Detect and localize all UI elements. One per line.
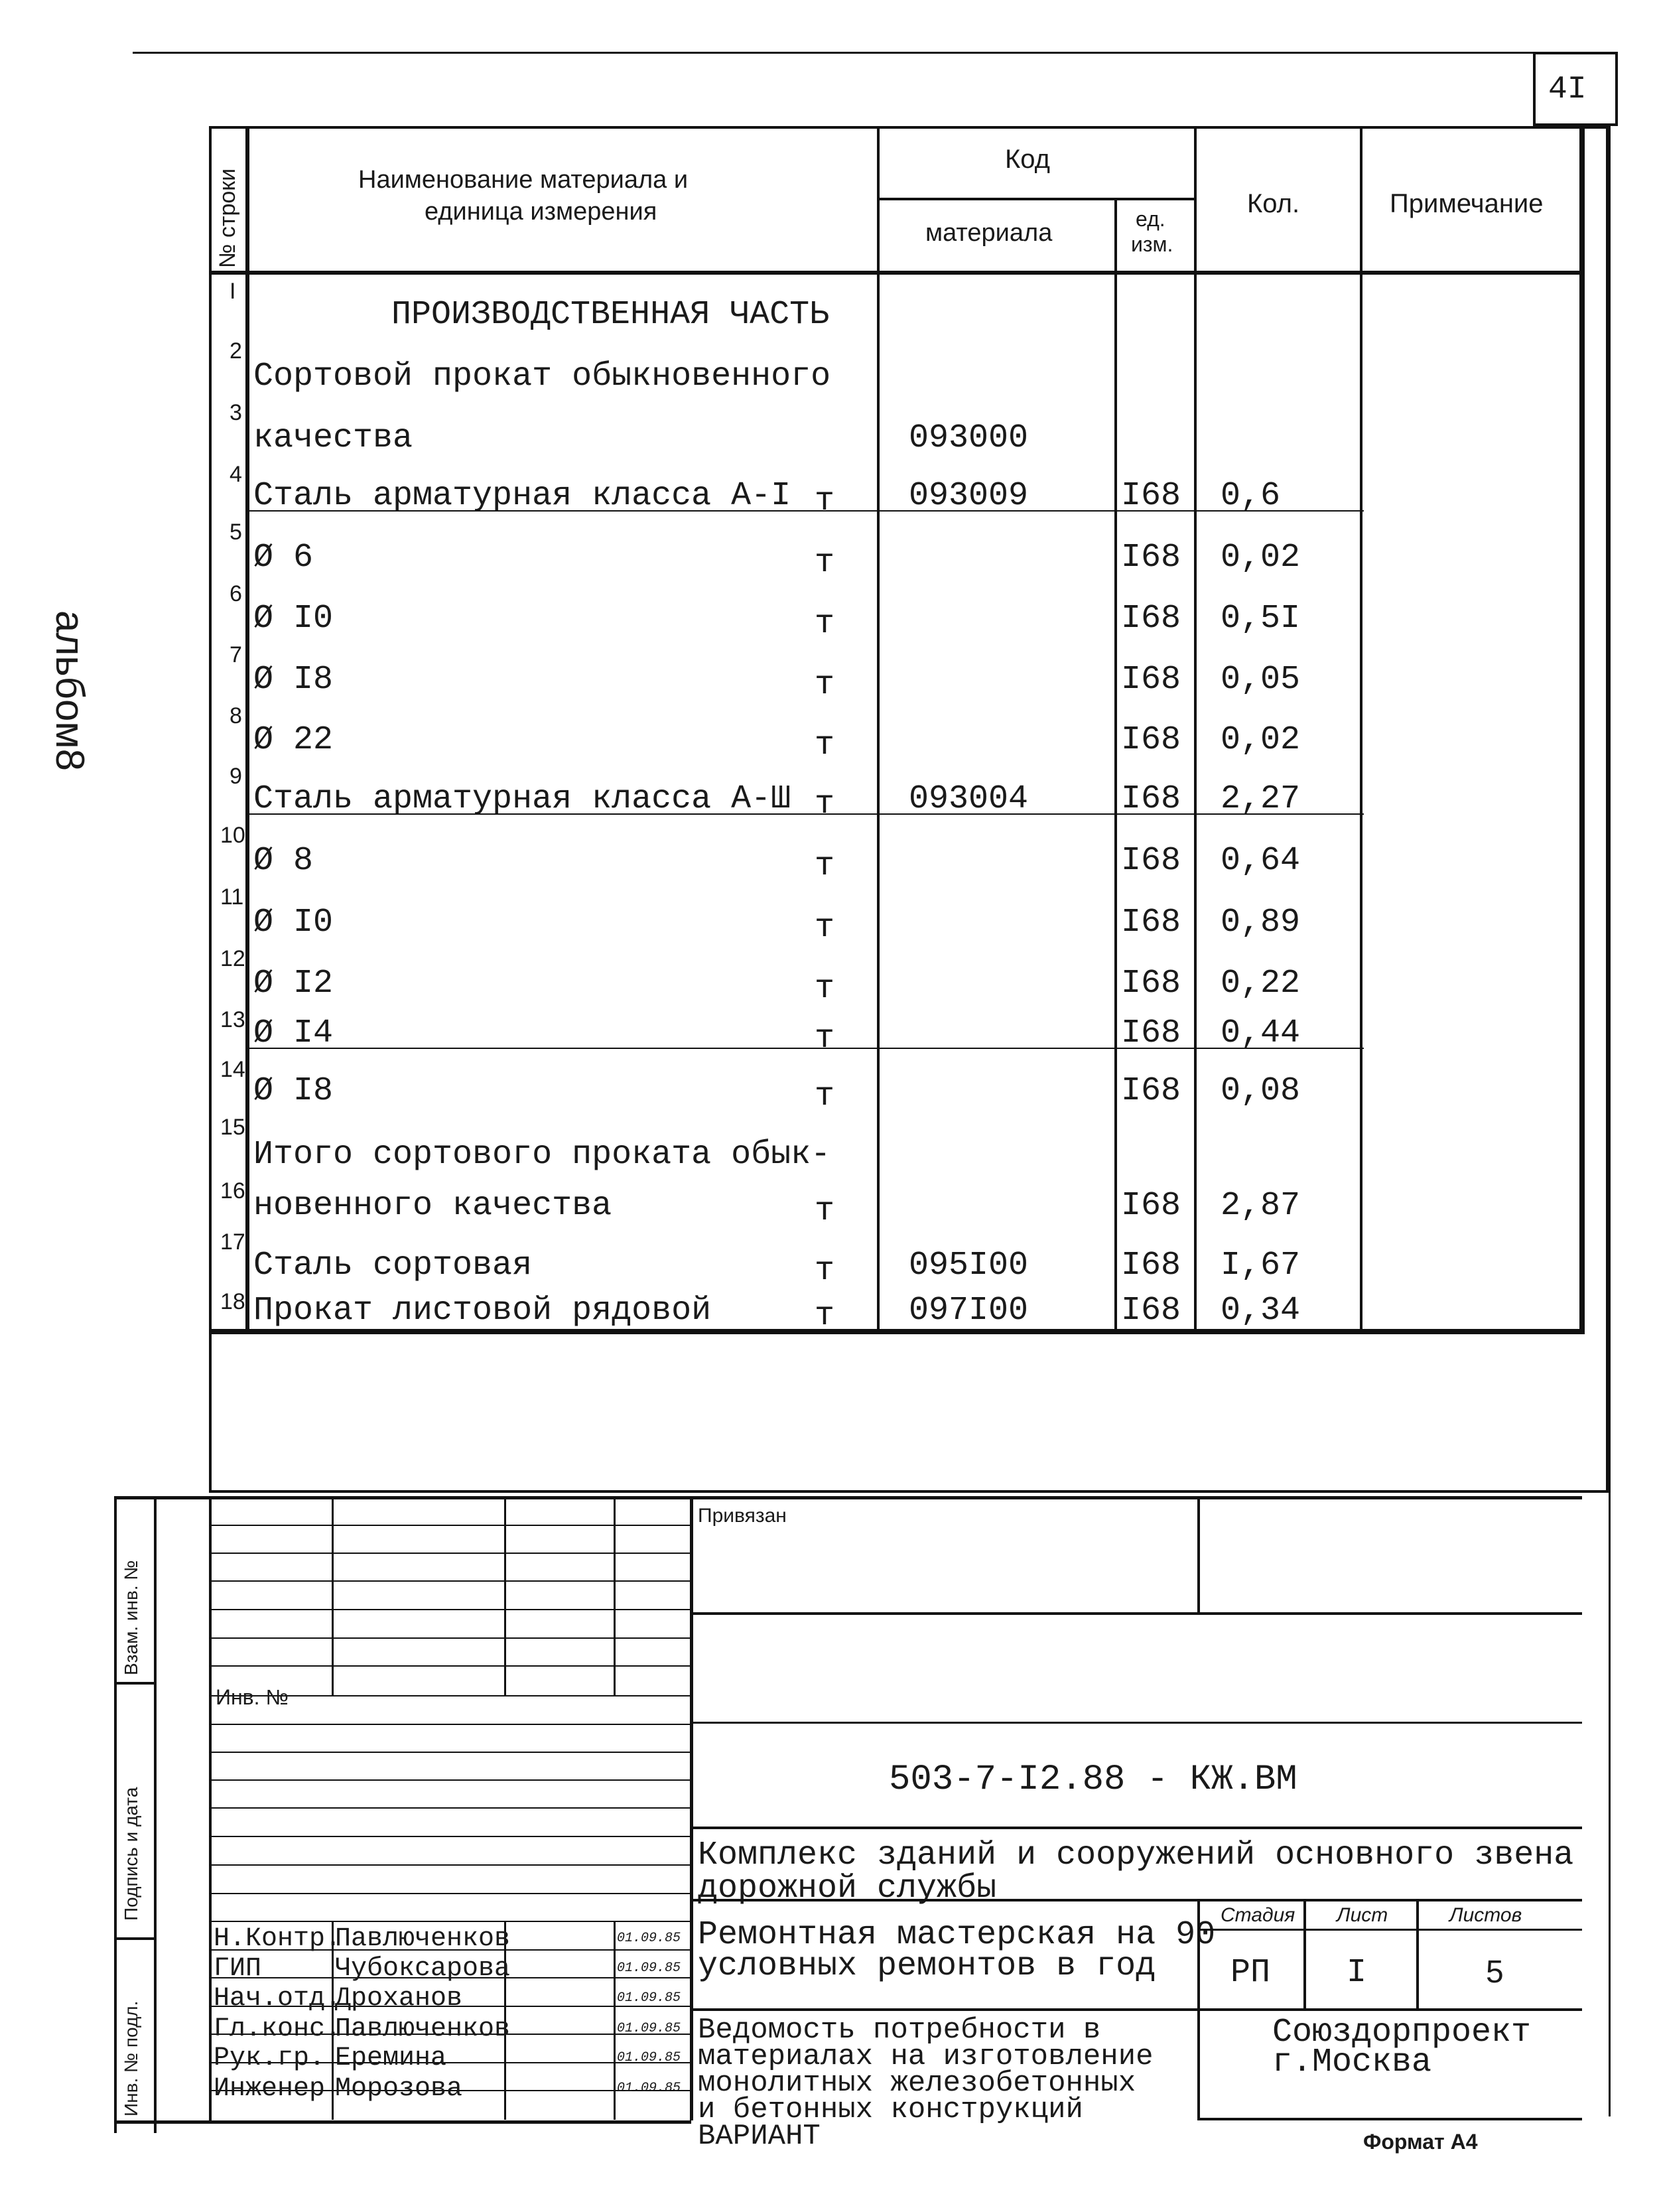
row-number: 16 — [220, 1178, 245, 1204]
sheet-value: I — [1347, 1954, 1367, 1992]
row-number: I — [230, 279, 236, 304]
row-name: Ø I8 — [253, 1072, 334, 1110]
row-unit: т — [815, 544, 835, 582]
sheet-left — [1303, 1899, 1306, 2010]
signer-date: 01.09.85 — [617, 2081, 681, 2096]
sig-col-5 — [690, 1496, 693, 2120]
privyazan-bottom — [690, 1612, 1582, 1615]
row-code: 093000 — [909, 419, 1029, 457]
format-label: Формат А4 — [1363, 2130, 1478, 2154]
signer-role: ГИП — [214, 1954, 262, 1984]
row-unit: т — [815, 482, 835, 520]
row-unit: т — [815, 847, 835, 885]
row-name: Ø I8 — [253, 661, 334, 699]
signer-name: Павлюченков — [335, 2014, 511, 2044]
col-line-note-right — [1579, 126, 1585, 1332]
sig-grid-line — [209, 1752, 690, 1753]
row-unit: т — [815, 786, 835, 823]
row-number: 12 — [220, 946, 245, 971]
row-name: качества — [253, 419, 413, 457]
sig-grid-line — [209, 1580, 690, 1582]
row-name: Сортовой прокат обыкновенного — [253, 358, 831, 395]
row-unit: т — [815, 605, 835, 643]
stage-value: РП — [1230, 1954, 1271, 1992]
row-code: 093004 — [909, 780, 1029, 818]
row-unit: т — [815, 1020, 835, 1058]
row-name: Сталь сортовая — [253, 1247, 533, 1284]
col-line-name — [877, 126, 880, 1332]
stamp-top — [114, 1496, 1582, 1499]
stamp-label-div1 — [114, 1682, 154, 1685]
code-subheader-line — [877, 198, 1194, 200]
row-unit-code: I68 — [1121, 904, 1181, 941]
row-name: Ø 8 — [253, 842, 314, 880]
row-unit: т — [815, 909, 835, 947]
header-bottom — [209, 271, 1582, 275]
row-number: 18 — [220, 1289, 245, 1314]
org-l1: Союздорпроект — [1272, 2014, 1532, 2051]
sheet-title-line: Ведомость потребности в — [698, 2014, 1101, 2047]
signer-role: Инженер — [214, 2074, 326, 2104]
row-name: Ø 6 — [253, 539, 314, 577]
row-name: Прокат листовой рядовой — [253, 1292, 712, 1330]
sig-grid-line — [209, 1637, 690, 1639]
header-qty: Кол. — [1247, 189, 1300, 218]
row-qty: 2,27 — [1221, 780, 1301, 818]
sig-grid-line — [209, 1609, 690, 1610]
row-unit-code: I68 — [1121, 1247, 1181, 1284]
stage-label: Стадия — [1221, 1904, 1295, 1926]
row-name: Сталь арматурная класса А-I — [253, 477, 791, 515]
row-unit-code: I68 — [1121, 1292, 1181, 1330]
row-qty: 0,44 — [1221, 1014, 1301, 1052]
col-line-rowno — [245, 126, 249, 1332]
row-name: Ø 22 — [253, 721, 334, 759]
object-l1: Ремонтная мастерская на 90 — [698, 1916, 1216, 1954]
page-number: 4I — [1548, 72, 1587, 107]
signer-name: Павлюченков — [335, 1924, 511, 1954]
row-name: Ø I0 — [253, 904, 334, 941]
row-unit-code: I68 — [1121, 965, 1181, 1002]
row-qty: 0,6 — [1221, 477, 1281, 515]
doc-code: 503-7-I2.88 - КЖ.ВМ — [889, 1760, 1297, 1800]
row-name: Ø I4 — [253, 1014, 334, 1052]
sheet-title-line: монолитных железобетонных — [698, 2067, 1136, 2100]
sheets-label: Листов — [1449, 1904, 1522, 1926]
privyazan-divider — [1197, 1496, 1200, 1614]
sig-grid-line — [209, 1665, 690, 1667]
row-unit-code: I68 — [1121, 661, 1181, 699]
col-line-unit — [1194, 126, 1197, 1332]
row-unit-code: I68 — [1121, 842, 1181, 880]
header-code-unit-l2: изм. — [1131, 232, 1173, 256]
stage-block-bottom — [690, 2008, 1582, 2011]
row-unit: т — [815, 726, 835, 764]
sig-grid-line — [209, 1807, 690, 1809]
row-number: 2 — [230, 338, 242, 364]
sheet-title-line: и бетонных конструкций — [698, 2093, 1083, 2126]
sheet-label: Лист — [1337, 1904, 1388, 1926]
signer-role: Нач.отд. — [214, 1984, 342, 2014]
row-unit-code: I68 — [1121, 780, 1181, 818]
signer-date: 01.09.85 — [617, 2021, 681, 2036]
row-unit-code: I68 — [1121, 721, 1181, 759]
title-block-bottom — [1197, 2118, 1582, 2120]
row-underline — [249, 813, 1364, 815]
label-podpis: Подпись и дата — [121, 1787, 141, 1921]
header-code-unit-l1: ед. — [1136, 207, 1165, 231]
row-qty: 0,02 — [1221, 721, 1301, 759]
row-unit: т — [815, 1192, 835, 1230]
sig-grid-line — [209, 1893, 690, 1894]
row-unit-code: I68 — [1121, 600, 1181, 638]
data-bottom — [209, 1329, 1585, 1334]
complex-bottom — [690, 1899, 1582, 1901]
row-number: 13 — [220, 1007, 245, 1032]
row-qty: 0,5I — [1221, 600, 1301, 638]
row-qty: I,67 — [1221, 1247, 1301, 1284]
row-underline — [249, 510, 1364, 512]
row-name: ПРОИЗВОДСТВЕННАЯ ЧАСТЬ — [391, 296, 830, 334]
privyazan-label: Привязан — [698, 1505, 787, 1527]
signer-name: Дроханов — [335, 1984, 463, 2014]
row-unit-code: I68 — [1121, 1014, 1181, 1052]
header-name-l1: Наименование материала и — [358, 166, 689, 194]
signer-name: Еремина — [335, 2043, 447, 2073]
col-line-qty — [1360, 126, 1362, 1332]
header-code: Код — [1005, 145, 1051, 174]
row-unit-code: I68 — [1121, 1072, 1181, 1110]
signer-role: Гл.конс. — [214, 2014, 342, 2044]
label-vzam: Взам. инв. № — [121, 1560, 141, 1675]
signer-date: 01.09.85 — [617, 1990, 681, 2006]
signer-date: 01.09.85 — [617, 2050, 681, 2065]
sig-grid-line — [209, 1864, 690, 1866]
stamp-left-edge — [114, 1496, 117, 2133]
row-unit: т — [815, 1077, 835, 1115]
label-inv-podl: Инв. № подл. — [121, 2000, 141, 2116]
header-name-l2: единица измерения — [425, 198, 657, 226]
row-name: Итого сортового проката обык- — [253, 1136, 831, 1174]
row-qty: 0,08 — [1221, 1072, 1301, 1110]
row-unit: т — [815, 970, 835, 1008]
row-number: 7 — [230, 642, 242, 667]
row-code: 095I00 — [909, 1247, 1029, 1284]
row-number: 14 — [220, 1057, 245, 1082]
row-unit: т — [815, 666, 835, 704]
stamp-label-div2 — [114, 1937, 154, 1940]
row-qty: 0,64 — [1221, 842, 1301, 880]
sheet-title-line: ВАРИАНТ — [698, 2120, 821, 2153]
stamp-label-col — [154, 1496, 157, 2133]
sig-col-lower — [614, 1921, 616, 2120]
row-number: 15 — [220, 1115, 245, 1140]
row-name: Сталь арматурная класса А-Ш — [253, 780, 791, 818]
header-note: Примечание — [1390, 189, 1544, 218]
doc-code-top — [690, 1722, 1582, 1724]
sig-grid-line — [209, 1779, 690, 1781]
sheets-value: 5 — [1486, 1955, 1504, 1990]
inv-no-label: Инв. № — [216, 1685, 289, 1709]
side-album-label: альбом8 — [48, 610, 92, 771]
sig-grid-line — [209, 1553, 690, 1554]
row-number: 5 — [230, 519, 242, 545]
row-number: 4 — [230, 462, 242, 487]
row-number: 8 — [230, 703, 242, 728]
signer-role: Н.Контр. — [214, 1924, 342, 1954]
row-number: 3 — [230, 400, 242, 425]
row-qty: 2,87 — [1221, 1187, 1301, 1225]
row-code: 093009 — [909, 477, 1029, 515]
signer-role: Рук.гр. — [214, 2043, 326, 2073]
row-underline — [249, 1048, 1364, 1049]
row-name: Ø I0 — [253, 600, 334, 638]
frame-right — [1609, 126, 1611, 2116]
row-qty: 0,02 — [1221, 539, 1301, 577]
row-name: Ø I2 — [253, 965, 334, 1002]
org-l2: г.Москва — [1272, 2043, 1432, 2081]
row-qty: 0,05 — [1221, 661, 1301, 699]
sig-grid-line — [209, 1921, 690, 1922]
signer-name: Морозова — [335, 2074, 463, 2104]
row-code: 097I00 — [909, 1292, 1029, 1330]
row-number: 9 — [230, 764, 242, 789]
doc-code-bottom — [690, 1827, 1582, 1829]
object-l2: условных ремонтов в год — [698, 1947, 1156, 1985]
row-number: 17 — [220, 1229, 245, 1255]
row-unit-code: I68 — [1121, 539, 1181, 577]
row-number: 10 — [220, 823, 245, 848]
row-qty: 0,34 — [1221, 1292, 1301, 1330]
sig-grid-line — [209, 1525, 690, 1526]
sig-grid-line — [209, 1724, 690, 1725]
stage-label-bottom — [1197, 1929, 1582, 1931]
row-qty: 0,22 — [1221, 965, 1301, 1002]
complex-l1: Комплекс зданий и сооружений основного звена — [698, 1836, 1574, 1874]
row-number: 6 — [230, 581, 242, 606]
signer-date: 01.09.85 — [617, 1931, 681, 1946]
signer-date: 01.09.85 — [617, 1961, 681, 1976]
row-unit-code: I68 — [1121, 1187, 1181, 1225]
row-number: 11 — [220, 884, 244, 910]
sheets-left — [1416, 1899, 1419, 2010]
signer-name: Чубоксарова — [335, 1954, 511, 1984]
sheet-title-line: материалах на изготовление — [698, 2040, 1154, 2073]
row-unit: т — [815, 1297, 835, 1335]
header-code-material: материала — [925, 219, 1053, 247]
row-qty: 0,89 — [1221, 904, 1301, 941]
header-row-no: № строки — [215, 168, 240, 268]
row-name: новенного качества — [253, 1187, 612, 1225]
row-unit: т — [815, 1252, 835, 1290]
sig-grid-line — [209, 1836, 690, 1837]
complex-l2: дорожной службы — [698, 1870, 997, 1907]
stamp-bottom — [114, 2120, 691, 2124]
row-unit-code: I68 — [1121, 477, 1181, 515]
top-border-line — [133, 52, 1533, 54]
col-line-code — [1114, 198, 1117, 1332]
